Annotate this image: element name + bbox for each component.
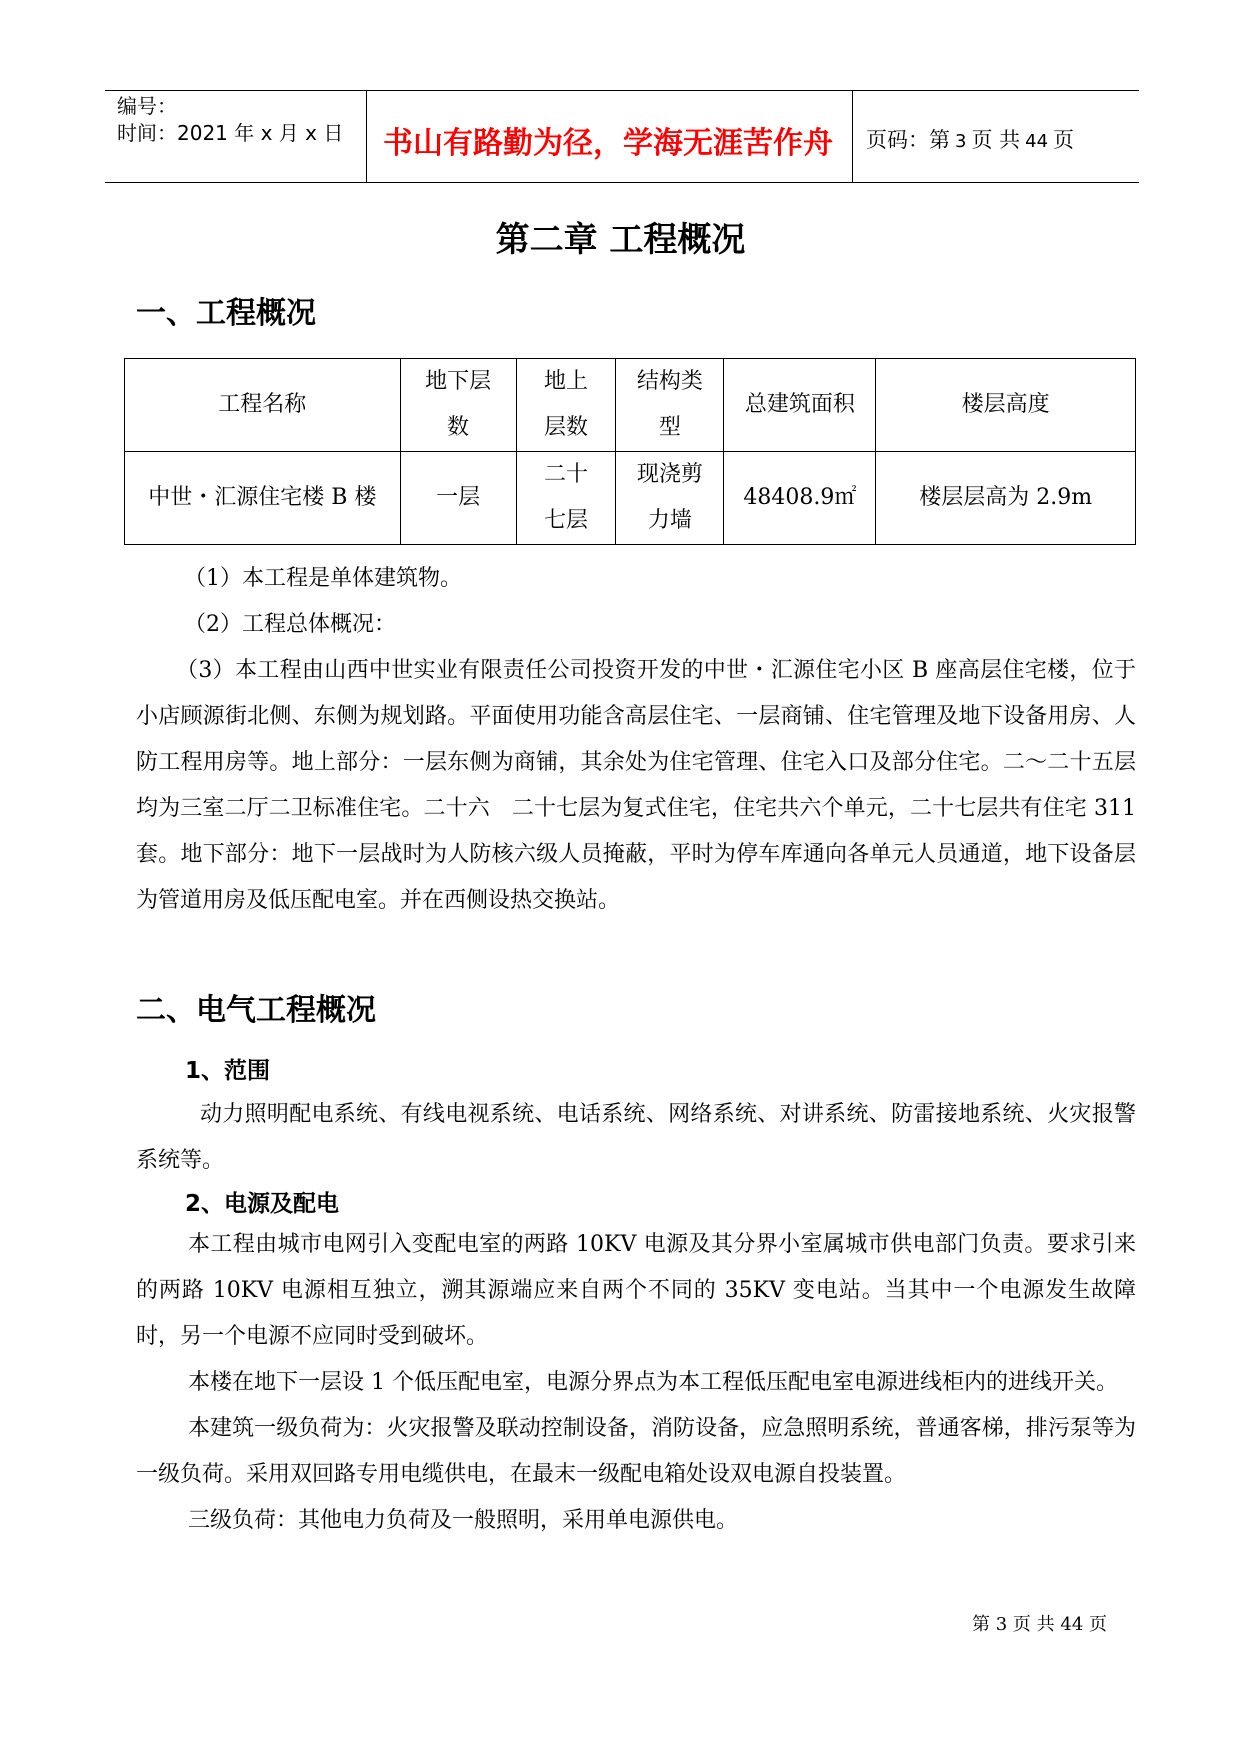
header-page-info xyxy=(866,124,1074,154)
paragraph-3: （3）本工程由山西中世实业有限责任公司投资开发的中世・汇源住宅小区 B 座高层住宅楼，位于小店顾源街北侧、东侧为规划路。平面使用功能含高层住宅、一层商铺、住宅管理及地下设备用房、人防工程用房等。地上部分：一层东侧为商铺，其余处为住宅管理、住宅入口及部分住宅。二～二十五层均为三室二厅二卫标准住宅。二十六 二十七层为复式住宅，住宅共六个单元，二十七层共有住宅 311 套。地下部分：地下一层战时为人防核六级人员掩蔽，平时为停车库通向各单元人员通道，地下设备层为管道用房及低压配电室。并在西侧设热交换站。 xyxy=(136,658,1136,913)
header-motto: 书山有路勤为径，学海无涯苦作舟 xyxy=(383,126,833,161)
table-row xyxy=(125,452,1136,545)
header-divider-left xyxy=(366,90,367,182)
page-suffix: 页 xyxy=(1053,128,1075,152)
table-header-row xyxy=(125,359,1136,452)
cell-aboveground: 二十七层 xyxy=(516,452,616,545)
paragraph-scope: 动力照明配电系统、有线电视系统、电话系统、网络系统、对讲系统、防雷接地系统、火灾报警系统等。 xyxy=(136,1102,1136,1173)
page-current: 3 xyxy=(955,131,967,152)
paragraph-2: （2）工程总体概况： xyxy=(184,612,396,637)
page-mid: 页 共 xyxy=(971,128,1021,152)
cell-height: 楼层层高为 2.9m xyxy=(876,452,1136,545)
header-number: 编号： xyxy=(117,94,177,118)
cell-structure: 现浇剪力墙 xyxy=(616,452,724,545)
project-info-table xyxy=(124,358,1136,545)
paragraph-1: （1）本工程是单体建筑物。 xyxy=(184,566,462,591)
paragraph-power-b: 本楼在地下一层设 1 个低压配电室，电源分界点为本工程低压配电室电源进线柜内的进线开关。 xyxy=(188,1370,1118,1395)
paragraph-power-c: 本建筑一级负荷为：火灾报警及联动控制设备，消防设备，应急照明系统，普通客梯，排污泵等为一级负荷。采用双回路专用电缆供电，在最末一级配电箱处设双电源自投装置。 xyxy=(136,1416,1136,1487)
page-footer: 第 3 页 共 44 页 xyxy=(972,1614,1107,1635)
header-divider-right xyxy=(852,90,853,182)
paragraph-power-d: 三级负荷：其他电力负荷及一般照明，采用单电源供电。 xyxy=(188,1508,739,1533)
subsection2-title: 2、电源及配电 xyxy=(185,1191,340,1217)
header-cell-underground: 地下层数 xyxy=(400,359,516,452)
header-time: 时间：2021 年 x 月 x 日 xyxy=(117,121,344,145)
header-cell-aboveground: 地上层数 xyxy=(516,359,616,452)
cell-name: 中世・汇源住宅楼 B 楼 xyxy=(125,452,401,545)
header-top-rule xyxy=(105,90,1139,91)
page-total: 44 xyxy=(1025,131,1049,152)
header-cell-height: 楼层高度 xyxy=(876,359,1136,452)
subsection1-body xyxy=(136,1092,1136,1184)
header-bottom-rule xyxy=(105,182,1139,183)
header-cell-area: 总建筑面积 xyxy=(724,359,876,452)
header-cell-structure: 结构类型 xyxy=(616,359,724,452)
subsection1-title: 1、范围 xyxy=(185,1058,271,1084)
page-prefix: 页码：第 xyxy=(866,128,950,152)
section2-title: 二、电气工程概况 xyxy=(136,993,376,1028)
header-cell-name: 工程名称 xyxy=(125,359,401,452)
cell-underground: 一层 xyxy=(400,452,516,545)
section1-body xyxy=(136,556,1136,924)
subsection2-body xyxy=(136,1222,1136,1544)
chapter-title: 第二章 工程概况 xyxy=(495,220,746,260)
cell-area: 48408.9㎡ xyxy=(724,452,876,545)
paragraph-power-a: 本工程由城市电网引入变配电室的两路 10KV 电源及其分界小室属城市供电部门负责。要求引来的两路 10KV 电源相互独立，溯其源端应来自两个不同的 35KV 变电站。当其中一个电源发生故障时，另一个电源不应同时受到破坏。 xyxy=(136,1232,1136,1349)
section1-title: 一、工程概况 xyxy=(136,296,316,331)
